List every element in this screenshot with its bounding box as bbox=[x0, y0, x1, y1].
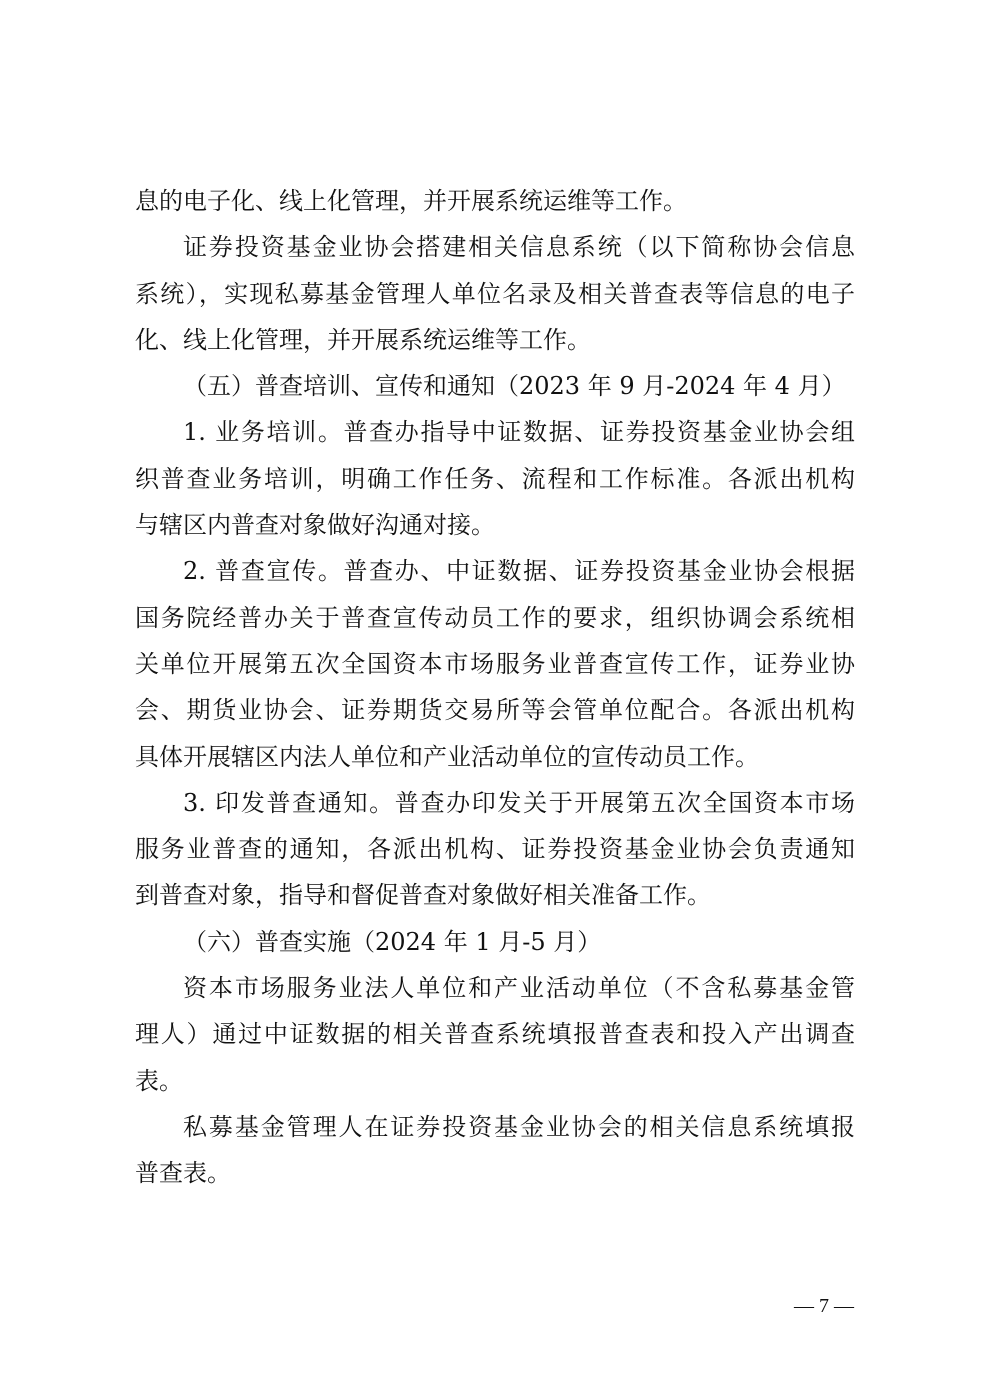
text-line: 3. 印发普查通知。普查办印发关于开展第五次全国资本市场 bbox=[183, 788, 855, 817]
text-line: 资本市场服务业法人单位和产业活动单位（不含私募基金管 bbox=[183, 974, 855, 1003]
text-line: 与辖区内普查对象做好沟通对接。 bbox=[135, 511, 495, 540]
text-line: 会、期货业协会、证券期货交易所等会管单位配合。各派出机构 bbox=[135, 696, 855, 725]
page-number: — 7 — bbox=[794, 1295, 854, 1317]
text-line: 服务业普查的通知，各派出机构、证券投资基金业协会负责通知 bbox=[135, 835, 855, 864]
text-line: 理人）通过中证数据的相关普查系统填报普查表和投入产出调查 bbox=[135, 1020, 855, 1049]
text-line: 1. 业务培训。普查办指导中证数据、证券投资基金业协会组 bbox=[183, 418, 855, 447]
text-line: 国务院经普办关于普查宣传动员工作的要求，组织协调会系统相 bbox=[135, 603, 855, 632]
text-line: 具体开展辖区内法人单位和产业活动单位的宣传动员工作。 bbox=[135, 742, 759, 771]
text-line: 关单位开展第五次全国资本市场服务业普查宣传工作，证券业协 bbox=[135, 649, 855, 678]
section-heading: （六）普查实施（2024 年 1 月-5 月） bbox=[183, 927, 602, 956]
text-line: 系统），实现私募基金管理人单位名录及相关普查表等信息的电子 bbox=[135, 279, 855, 308]
text-line: 织普查业务培训，明确工作任务、流程和工作标准。各派出机构 bbox=[135, 464, 855, 493]
text-line: 2. 普查宣传。普查办、中证数据、证券投资基金业协会根据 bbox=[183, 557, 855, 586]
text-line: 表。 bbox=[135, 1066, 183, 1095]
body-text bbox=[135, 178, 855, 1197]
text-line: 私募基金管理人在证券投资基金业协会的相关信息系统填报 bbox=[183, 1112, 855, 1141]
text-line: 到普查对象，指导和督促普查对象做好相关准备工作。 bbox=[135, 881, 711, 910]
text-line: 普查表。 bbox=[135, 1159, 231, 1188]
text-line: 证券投资基金业协会搭建相关信息系统（以下简称协会信息 bbox=[183, 233, 855, 262]
text-line: 息的电子化、线上化管理，并开展系统运维等工作。 bbox=[135, 187, 687, 215]
section-heading: （五）普查培训、宣传和通知（2023 年 9 月-2024 年 4 月） bbox=[183, 372, 846, 401]
text-line: 化、线上化管理，并开展系统运维等工作。 bbox=[135, 325, 591, 354]
